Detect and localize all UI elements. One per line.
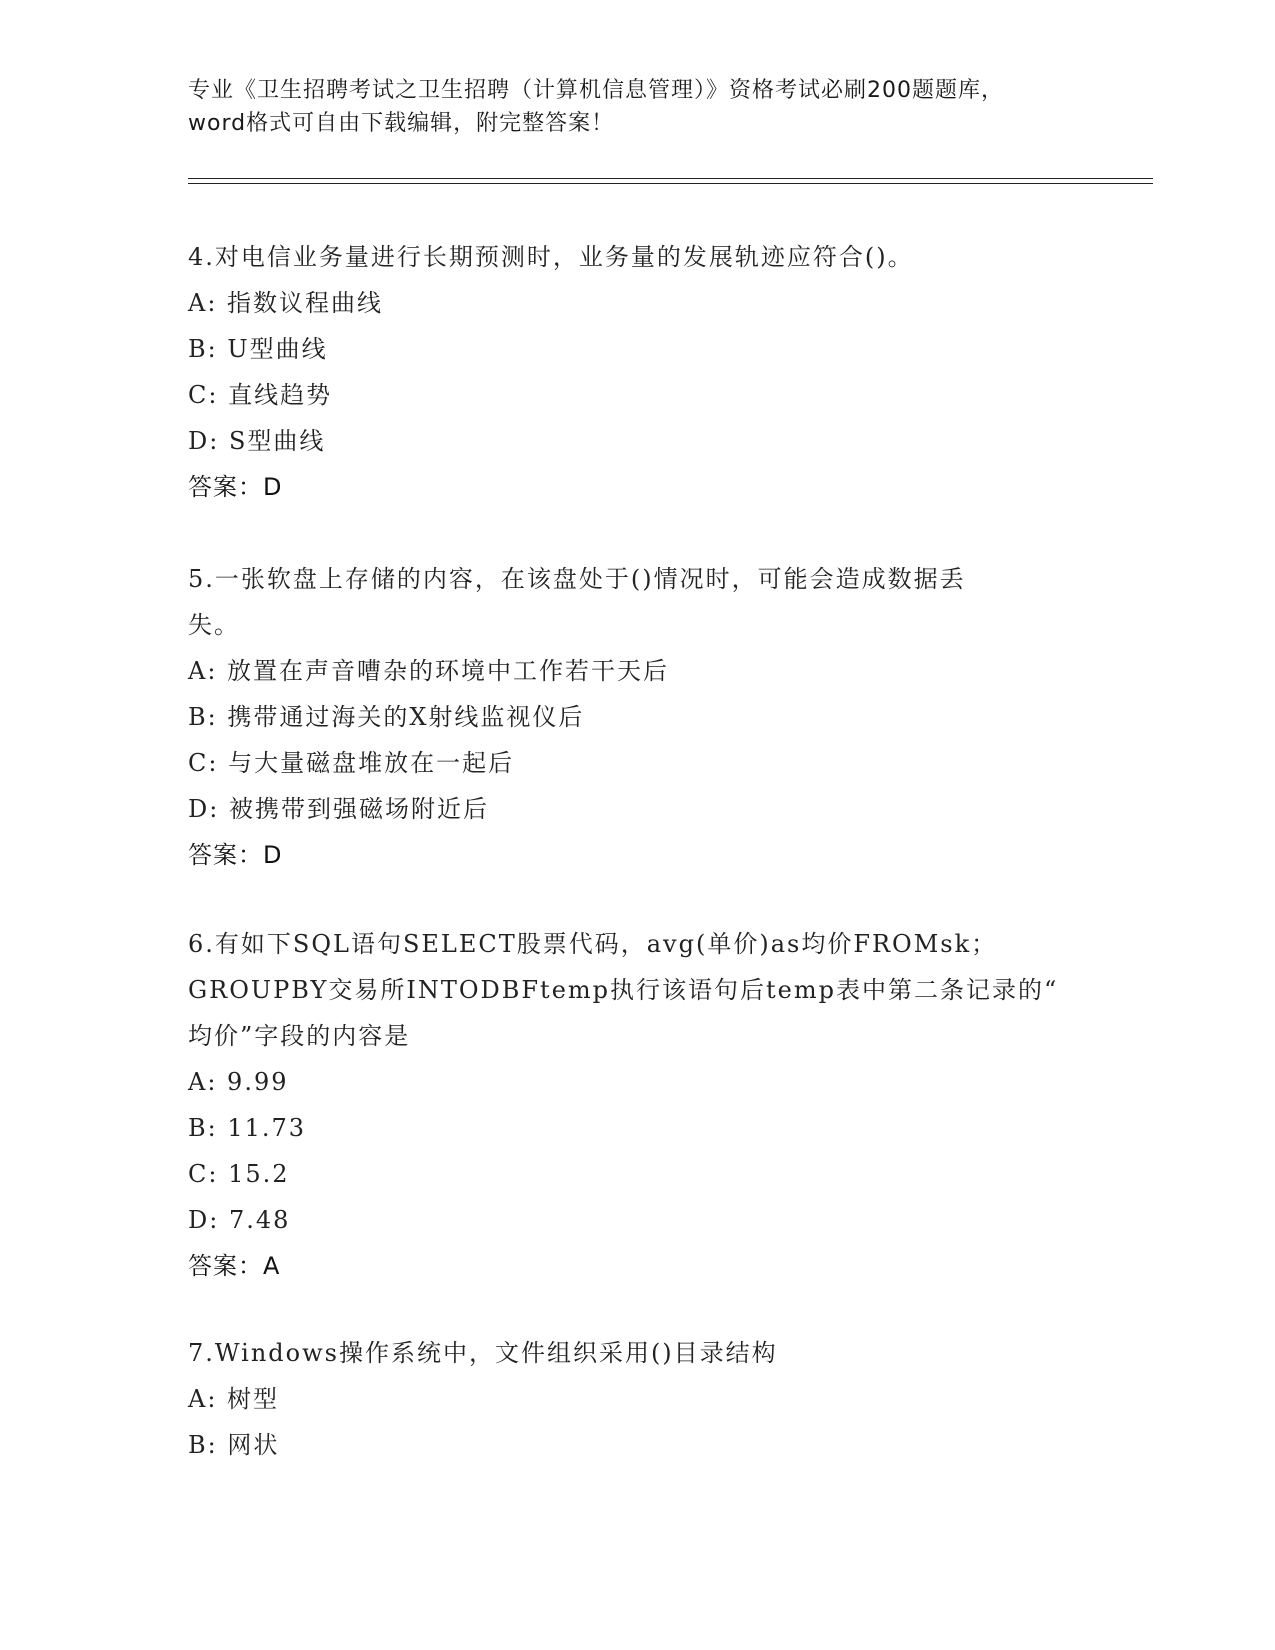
question-stem-line-2: GROUPBY交易所INTODBFtemp执行该语句后temp表中第二条记录的“ xyxy=(188,976,1059,1004)
option-a: A: 指数议程曲线 xyxy=(188,289,384,317)
option-a: A: 9.99 xyxy=(188,1068,289,1096)
option-d: D: 被携带到强磁场附近后 xyxy=(188,795,489,823)
question-stem: 4.对电信业务量进行长期预测时，业务量的发展轨迹应符合()。 xyxy=(188,243,914,271)
question-6 xyxy=(188,921,1068,1289)
question-4 xyxy=(188,234,1068,510)
option-b: B: 携带通过海关的X射线监视仪后 xyxy=(188,703,585,731)
question-stem: 7.Windows操作系统中，文件组织采用()目录结构 xyxy=(188,1339,778,1367)
option-d: D: S型曲线 xyxy=(188,427,326,455)
answer-line: 答案：D xyxy=(188,841,283,869)
option-b: B: 网状 xyxy=(188,1431,280,1459)
header-line-2: word格式可自由下载编辑，附完整答案！ xyxy=(188,111,615,136)
option-b: B: U型曲线 xyxy=(188,335,328,363)
document-header xyxy=(188,74,1088,140)
answer-line: 答案：A xyxy=(188,1252,281,1280)
question-stem-line-1: 5.一张软盘上存储的内容，在该盘处于()情况时，可能会造成数据丢 xyxy=(188,565,966,593)
option-b: B: 11.73 xyxy=(188,1114,307,1142)
question-stem-line-1: 6.有如下SQL语句SELECT股票代码，avg(单价)as均价FROMsk； xyxy=(188,930,998,958)
option-c: C: 15.2 xyxy=(188,1160,290,1188)
option-a: A: 树型 xyxy=(188,1385,280,1413)
option-c: C: 与大量磁盘堆放在一起后 xyxy=(188,749,515,777)
answer-line: 答案：D xyxy=(188,473,283,501)
question-stem-line-3: 均价”字段的内容是 xyxy=(188,1022,411,1050)
option-c: C: 直线趋势 xyxy=(188,381,333,409)
header-divider-bottom xyxy=(188,183,1153,184)
question-7 xyxy=(188,1330,1068,1468)
question-stem-line-2: 失。 xyxy=(188,611,240,639)
option-a: A: 放置在声音嘈杂的环境中工作若干天后 xyxy=(188,657,670,685)
header-line-1: 专业《卫生招聘考试之卫生招聘（计算机信息管理）》资格考试必刷200题题库， xyxy=(188,78,1004,103)
header-divider-top xyxy=(188,178,1153,179)
option-d: D: 7.48 xyxy=(188,1206,291,1234)
question-5 xyxy=(188,556,1068,878)
